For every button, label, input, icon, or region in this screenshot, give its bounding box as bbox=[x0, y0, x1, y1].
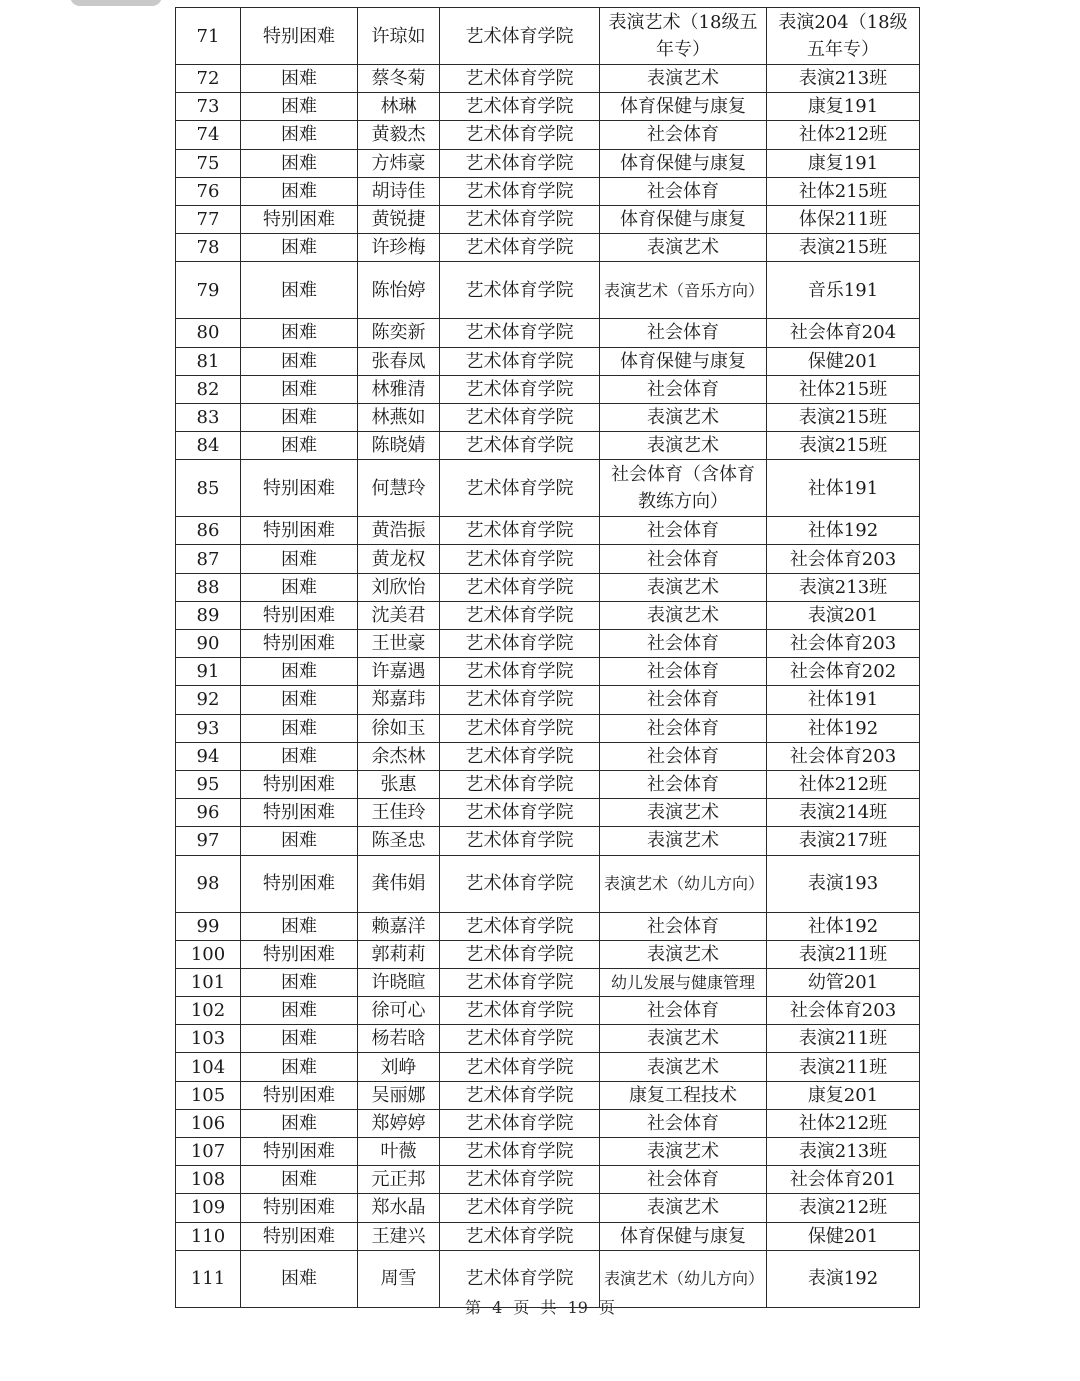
cell-difficulty-level: 困难 bbox=[241, 149, 358, 177]
table-row bbox=[176, 460, 920, 517]
cell-class: 表演193 bbox=[767, 855, 920, 912]
cell-student-name: 徐可心 bbox=[358, 997, 440, 1025]
cell-difficulty-level: 困难 bbox=[241, 545, 358, 573]
cell-student-name: 陈圣忠 bbox=[358, 827, 440, 855]
cell-major: 表演艺术 bbox=[600, 432, 767, 460]
cell-index: 99 bbox=[176, 912, 241, 940]
cell-college: 艺术体育学院 bbox=[440, 827, 600, 855]
cell-student-name: 吴丽娜 bbox=[358, 1081, 440, 1109]
cell-difficulty-level: 特别困难 bbox=[241, 601, 358, 629]
cell-student-name: 郑婷婷 bbox=[358, 1109, 440, 1137]
cell-index: 109 bbox=[176, 1194, 241, 1222]
cell-class: 表演214班 bbox=[767, 799, 920, 827]
cell-student-name: 许琼如 bbox=[358, 8, 440, 65]
table-row bbox=[176, 432, 920, 460]
cell-class: 表演215班 bbox=[767, 432, 920, 460]
cell-student-name: 龚伟娟 bbox=[358, 855, 440, 912]
cell-index: 108 bbox=[176, 1166, 241, 1194]
table-row bbox=[176, 319, 920, 347]
cell-index: 107 bbox=[176, 1138, 241, 1166]
cell-class: 社体215班 bbox=[767, 375, 920, 403]
cell-student-name: 胡诗佳 bbox=[358, 177, 440, 205]
cell-class: 社体191 bbox=[767, 686, 920, 714]
cell-difficulty-level: 困难 bbox=[241, 65, 358, 93]
cell-class: 表演212班 bbox=[767, 1194, 920, 1222]
cell-class: 表演213班 bbox=[767, 1138, 920, 1166]
table-row bbox=[176, 1138, 920, 1166]
cell-index: 82 bbox=[176, 375, 241, 403]
cell-student-name: 郑水晶 bbox=[358, 1194, 440, 1222]
cell-college: 艺术体育学院 bbox=[440, 573, 600, 601]
cell-difficulty-level: 困难 bbox=[241, 432, 358, 460]
footer-total-prefix: 共 bbox=[540, 1298, 557, 1317]
cell-student-name: 陈奕新 bbox=[358, 319, 440, 347]
cell-index: 102 bbox=[176, 997, 241, 1025]
cell-index: 96 bbox=[176, 799, 241, 827]
table-row bbox=[176, 630, 920, 658]
cell-college: 艺术体育学院 bbox=[440, 403, 600, 431]
cell-class: 保健201 bbox=[767, 347, 920, 375]
cell-college: 艺术体育学院 bbox=[440, 1081, 600, 1109]
cell-major: 社会体育 bbox=[600, 375, 767, 403]
cell-index: 90 bbox=[176, 630, 241, 658]
table-row bbox=[176, 262, 920, 319]
cell-college: 艺术体育学院 bbox=[440, 912, 600, 940]
cell-student-name: 林琳 bbox=[358, 93, 440, 121]
cell-college: 艺术体育学院 bbox=[440, 1166, 600, 1194]
cell-student-name: 张惠 bbox=[358, 770, 440, 798]
table-row bbox=[176, 1109, 920, 1137]
cell-student-name: 何慧玲 bbox=[358, 460, 440, 517]
cell-student-name: 余杰林 bbox=[358, 742, 440, 770]
cell-class: 社会体育201 bbox=[767, 1166, 920, 1194]
table-row bbox=[176, 205, 920, 233]
table-row bbox=[176, 517, 920, 545]
cell-student-name: 林燕如 bbox=[358, 403, 440, 431]
table-body bbox=[176, 8, 920, 1308]
cell-class: 表演211班 bbox=[767, 1025, 920, 1053]
cell-class: 社会体育203 bbox=[767, 997, 920, 1025]
cell-index: 85 bbox=[176, 460, 241, 517]
cell-class: 表演211班 bbox=[767, 940, 920, 968]
cell-index: 98 bbox=[176, 855, 241, 912]
footer-total-pages: 19 bbox=[567, 1298, 588, 1317]
table-row bbox=[176, 799, 920, 827]
cell-index: 71 bbox=[176, 8, 241, 65]
footer-page-number: 4 bbox=[492, 1298, 503, 1317]
cell-index: 92 bbox=[176, 686, 241, 714]
cell-difficulty-level: 困难 bbox=[241, 827, 358, 855]
cell-college: 艺术体育学院 bbox=[440, 149, 600, 177]
cell-difficulty-level: 困难 bbox=[241, 93, 358, 121]
cell-index: 80 bbox=[176, 319, 241, 347]
table-row bbox=[176, 65, 920, 93]
cell-major: 体育保健与康复 bbox=[600, 149, 767, 177]
table-row bbox=[176, 742, 920, 770]
table-row bbox=[176, 912, 920, 940]
cell-difficulty-level: 特别困难 bbox=[241, 205, 358, 233]
cell-student-name: 许嘉遇 bbox=[358, 658, 440, 686]
cell-major: 表演艺术（18级五年专） bbox=[600, 8, 767, 65]
table-row bbox=[176, 347, 920, 375]
cell-college: 艺术体育学院 bbox=[440, 1222, 600, 1250]
cell-index: 83 bbox=[176, 403, 241, 431]
cell-college: 艺术体育学院 bbox=[440, 799, 600, 827]
cell-major: 表演艺术 bbox=[600, 940, 767, 968]
cell-major: 表演艺术 bbox=[600, 1138, 767, 1166]
cell-college: 艺术体育学院 bbox=[440, 968, 600, 996]
cell-college: 艺术体育学院 bbox=[440, 545, 600, 573]
cell-difficulty-level: 困难 bbox=[241, 912, 358, 940]
cell-difficulty-level: 特别困难 bbox=[241, 460, 358, 517]
cell-difficulty-level: 困难 bbox=[241, 403, 358, 431]
page-footer bbox=[0, 1295, 1080, 1318]
cell-index: 72 bbox=[176, 65, 241, 93]
cell-difficulty-level: 困难 bbox=[241, 234, 358, 262]
cell-class: 保健201 bbox=[767, 1222, 920, 1250]
footer-prefix: 第 bbox=[464, 1298, 481, 1317]
cell-student-name: 林雅清 bbox=[358, 375, 440, 403]
cell-student-name: 黄锐捷 bbox=[358, 205, 440, 233]
cell-class: 社体191 bbox=[767, 460, 920, 517]
cell-college: 艺术体育学院 bbox=[440, 1250, 600, 1307]
table-row bbox=[176, 8, 920, 65]
cell-difficulty-level: 困难 bbox=[241, 1053, 358, 1081]
cell-index: 86 bbox=[176, 517, 241, 545]
table-row bbox=[176, 686, 920, 714]
cell-student-name: 郭莉莉 bbox=[358, 940, 440, 968]
cell-college: 艺术体育学院 bbox=[440, 1025, 600, 1053]
cell-student-name: 周雪 bbox=[358, 1250, 440, 1307]
cell-major: 社会体育 bbox=[600, 1166, 767, 1194]
table-row bbox=[176, 1166, 920, 1194]
cell-student-name: 张春凤 bbox=[358, 347, 440, 375]
cell-difficulty-level: 特别困难 bbox=[241, 799, 358, 827]
cell-major: 体育保健与康复 bbox=[600, 1222, 767, 1250]
cell-difficulty-level: 特别困难 bbox=[241, 770, 358, 798]
table-row bbox=[176, 714, 920, 742]
cell-college: 艺术体育学院 bbox=[440, 460, 600, 517]
cell-class: 社体192 bbox=[767, 517, 920, 545]
cell-difficulty-level: 困难 bbox=[241, 262, 358, 319]
cell-major: 表演艺术 bbox=[600, 1053, 767, 1081]
cell-college: 艺术体育学院 bbox=[440, 205, 600, 233]
cell-college: 艺术体育学院 bbox=[440, 432, 600, 460]
table-row bbox=[176, 573, 920, 601]
cell-class: 社会体育202 bbox=[767, 658, 920, 686]
cell-index: 91 bbox=[176, 658, 241, 686]
cell-difficulty-level: 特别困难 bbox=[241, 1138, 358, 1166]
cell-college: 艺术体育学院 bbox=[440, 742, 600, 770]
footer-page-unit: 页 bbox=[513, 1298, 530, 1317]
cell-difficulty-level: 困难 bbox=[241, 1166, 358, 1194]
cell-major: 表演艺术 bbox=[600, 601, 767, 629]
cell-class: 社体215班 bbox=[767, 177, 920, 205]
cell-index: 84 bbox=[176, 432, 241, 460]
cell-major: 表演艺术 bbox=[600, 827, 767, 855]
cell-college: 艺术体育学院 bbox=[440, 319, 600, 347]
cell-student-name: 许晓暄 bbox=[358, 968, 440, 996]
cell-difficulty-level: 困难 bbox=[241, 347, 358, 375]
table-row bbox=[176, 827, 920, 855]
cell-difficulty-level: 困难 bbox=[241, 1025, 358, 1053]
cell-college: 艺术体育学院 bbox=[440, 855, 600, 912]
cell-class: 表演217班 bbox=[767, 827, 920, 855]
cell-index: 104 bbox=[176, 1053, 241, 1081]
cell-difficulty-level: 困难 bbox=[241, 658, 358, 686]
table-row bbox=[176, 403, 920, 431]
top-edge-tab bbox=[70, 0, 162, 6]
table-row bbox=[176, 121, 920, 149]
cell-student-name: 沈美君 bbox=[358, 601, 440, 629]
cell-student-name: 叶薇 bbox=[358, 1138, 440, 1166]
cell-difficulty-level: 困难 bbox=[241, 177, 358, 205]
cell-difficulty-level: 困难 bbox=[241, 968, 358, 996]
cell-major: 表演艺术 bbox=[600, 234, 767, 262]
cell-major: 表演艺术 bbox=[600, 403, 767, 431]
cell-college: 艺术体育学院 bbox=[440, 121, 600, 149]
cell-class: 体保211班 bbox=[767, 205, 920, 233]
table-row bbox=[176, 658, 920, 686]
table-row bbox=[176, 601, 920, 629]
cell-student-name: 王世豪 bbox=[358, 630, 440, 658]
table-row bbox=[176, 855, 920, 912]
cell-class: 表演213班 bbox=[767, 573, 920, 601]
footer-total-unit: 页 bbox=[599, 1298, 616, 1317]
cell-college: 艺术体育学院 bbox=[440, 177, 600, 205]
cell-index: 73 bbox=[176, 93, 241, 121]
cell-major: 表演艺术 bbox=[600, 1025, 767, 1053]
cell-difficulty-level: 特别困难 bbox=[241, 1081, 358, 1109]
cell-index: 78 bbox=[176, 234, 241, 262]
cell-major: 社会体育 bbox=[600, 630, 767, 658]
cell-index: 103 bbox=[176, 1025, 241, 1053]
cell-student-name: 王建兴 bbox=[358, 1222, 440, 1250]
cell-class: 表演211班 bbox=[767, 1053, 920, 1081]
cell-major: 幼儿发展与健康管理 bbox=[600, 968, 767, 996]
cell-major: 社会体育 bbox=[600, 1109, 767, 1137]
cell-major: 表演艺术 bbox=[600, 799, 767, 827]
cell-difficulty-level: 特别困难 bbox=[241, 1222, 358, 1250]
cell-index: 81 bbox=[176, 347, 241, 375]
cell-class: 社体212班 bbox=[767, 1109, 920, 1137]
cell-student-name: 徐如玉 bbox=[358, 714, 440, 742]
cell-college: 艺术体育学院 bbox=[440, 8, 600, 65]
cell-major: 社会体育 bbox=[600, 686, 767, 714]
table-row bbox=[176, 149, 920, 177]
cell-college: 艺术体育学院 bbox=[440, 347, 600, 375]
cell-college: 艺术体育学院 bbox=[440, 65, 600, 93]
cell-class: 表演213班 bbox=[767, 65, 920, 93]
cell-college: 艺术体育学院 bbox=[440, 686, 600, 714]
table-row bbox=[176, 1053, 920, 1081]
cell-index: 88 bbox=[176, 573, 241, 601]
cell-major: 社会体育 bbox=[600, 177, 767, 205]
cell-college: 艺术体育学院 bbox=[440, 940, 600, 968]
cell-college: 艺术体育学院 bbox=[440, 375, 600, 403]
cell-index: 74 bbox=[176, 121, 241, 149]
cell-index: 101 bbox=[176, 968, 241, 996]
cell-difficulty-level: 困难 bbox=[241, 375, 358, 403]
cell-college: 艺术体育学院 bbox=[440, 93, 600, 121]
cell-index: 94 bbox=[176, 742, 241, 770]
cell-major: 表演艺术 bbox=[600, 65, 767, 93]
cell-index: 100 bbox=[176, 940, 241, 968]
cell-major: 社会体育 bbox=[600, 545, 767, 573]
cell-class: 康复201 bbox=[767, 1081, 920, 1109]
cell-student-name: 杨若晗 bbox=[358, 1025, 440, 1053]
cell-difficulty-level: 特别困难 bbox=[241, 855, 358, 912]
cell-major: 体育保健与康复 bbox=[600, 93, 767, 121]
cell-student-name: 陈晓婧 bbox=[358, 432, 440, 460]
cell-index: 95 bbox=[176, 770, 241, 798]
cell-difficulty-level: 特别困难 bbox=[241, 940, 358, 968]
cell-class: 社体212班 bbox=[767, 121, 920, 149]
cell-index: 77 bbox=[176, 205, 241, 233]
cell-major: 体育保健与康复 bbox=[600, 347, 767, 375]
cell-difficulty-level: 困难 bbox=[241, 121, 358, 149]
cell-major: 表演艺术（幼儿方向） bbox=[600, 1250, 767, 1307]
cell-college: 艺术体育学院 bbox=[440, 1138, 600, 1166]
table-row bbox=[176, 1222, 920, 1250]
table-row bbox=[176, 997, 920, 1025]
cell-class: 康复191 bbox=[767, 93, 920, 121]
cell-index: 97 bbox=[176, 827, 241, 855]
cell-difficulty-level: 困难 bbox=[241, 997, 358, 1025]
cell-major: 表演艺术 bbox=[600, 1194, 767, 1222]
cell-student-name: 元正邦 bbox=[358, 1166, 440, 1194]
cell-major: 社会体育 bbox=[600, 742, 767, 770]
cell-student-name: 黄浩振 bbox=[358, 517, 440, 545]
table-row bbox=[176, 545, 920, 573]
cell-college: 艺术体育学院 bbox=[440, 517, 600, 545]
cell-major: 社会体育 bbox=[600, 714, 767, 742]
table-row bbox=[176, 1194, 920, 1222]
cell-index: 87 bbox=[176, 545, 241, 573]
table-row bbox=[176, 93, 920, 121]
cell-student-name: 陈怡婷 bbox=[358, 262, 440, 319]
cell-difficulty-level: 困难 bbox=[241, 742, 358, 770]
cell-college: 艺术体育学院 bbox=[440, 1109, 600, 1137]
table-row bbox=[176, 1025, 920, 1053]
cell-class: 表演204（18级五年专） bbox=[767, 8, 920, 65]
cell-college: 艺术体育学院 bbox=[440, 997, 600, 1025]
cell-major: 表演艺术（音乐方向） bbox=[600, 262, 767, 319]
cell-major: 表演艺术（幼儿方向） bbox=[600, 855, 767, 912]
cell-major: 社会体育 bbox=[600, 912, 767, 940]
cell-class: 表演215班 bbox=[767, 403, 920, 431]
table-row bbox=[176, 1081, 920, 1109]
table-row bbox=[176, 968, 920, 996]
cell-class: 音乐191 bbox=[767, 262, 920, 319]
cell-major: 社会体育 bbox=[600, 517, 767, 545]
cell-student-name: 刘峥 bbox=[358, 1053, 440, 1081]
cell-student-name: 刘欣怡 bbox=[358, 573, 440, 601]
cell-college: 艺术体育学院 bbox=[440, 770, 600, 798]
cell-student-name: 方炜豪 bbox=[358, 149, 440, 177]
cell-difficulty-level: 困难 bbox=[241, 1250, 358, 1307]
cell-difficulty-level: 特别困难 bbox=[241, 517, 358, 545]
cell-index: 105 bbox=[176, 1081, 241, 1109]
table-row bbox=[176, 177, 920, 205]
table-row bbox=[176, 234, 920, 262]
cell-college: 艺术体育学院 bbox=[440, 1194, 600, 1222]
cell-class: 社体212班 bbox=[767, 770, 920, 798]
cell-difficulty-level: 特别困难 bbox=[241, 1194, 358, 1222]
cell-class: 表演192 bbox=[767, 1250, 920, 1307]
cell-major: 社会体育 bbox=[600, 997, 767, 1025]
cell-class: 社会体育204 bbox=[767, 319, 920, 347]
cell-difficulty-level: 困难 bbox=[241, 319, 358, 347]
cell-major: 社会体育 bbox=[600, 319, 767, 347]
table-row bbox=[176, 940, 920, 968]
cell-class: 社会体育203 bbox=[767, 742, 920, 770]
cell-index: 89 bbox=[176, 601, 241, 629]
cell-student-name: 郑嘉玮 bbox=[358, 686, 440, 714]
cell-index: 93 bbox=[176, 714, 241, 742]
cell-class: 社会体育203 bbox=[767, 545, 920, 573]
table-row bbox=[176, 770, 920, 798]
cell-difficulty-level: 困难 bbox=[241, 714, 358, 742]
cell-index: 110 bbox=[176, 1222, 241, 1250]
cell-index: 76 bbox=[176, 177, 241, 205]
cell-student-name: 王佳玲 bbox=[358, 799, 440, 827]
cell-major: 表演艺术 bbox=[600, 573, 767, 601]
cell-major: 体育保健与康复 bbox=[600, 205, 767, 233]
cell-class: 社体192 bbox=[767, 714, 920, 742]
cell-difficulty-level: 困难 bbox=[241, 1109, 358, 1137]
cell-college: 艺术体育学院 bbox=[440, 601, 600, 629]
cell-index: 75 bbox=[176, 149, 241, 177]
student-roster-table bbox=[175, 7, 920, 1308]
cell-difficulty-level: 特别困难 bbox=[241, 8, 358, 65]
cell-student-name: 赖嘉洋 bbox=[358, 912, 440, 940]
cell-class: 表演201 bbox=[767, 601, 920, 629]
cell-college: 艺术体育学院 bbox=[440, 630, 600, 658]
cell-index: 111 bbox=[176, 1250, 241, 1307]
cell-difficulty-level: 特别困难 bbox=[241, 630, 358, 658]
cell-class: 幼管201 bbox=[767, 968, 920, 996]
cell-student-name: 黄龙权 bbox=[358, 545, 440, 573]
cell-difficulty-level: 困难 bbox=[241, 686, 358, 714]
cell-college: 艺术体育学院 bbox=[440, 234, 600, 262]
cell-college: 艺术体育学院 bbox=[440, 1053, 600, 1081]
cell-major: 康复工程技术 bbox=[600, 1081, 767, 1109]
cell-index: 79 bbox=[176, 262, 241, 319]
cell-class: 社会体育203 bbox=[767, 630, 920, 658]
cell-class: 表演215班 bbox=[767, 234, 920, 262]
cell-student-name: 黄毅杰 bbox=[358, 121, 440, 149]
cell-college: 艺术体育学院 bbox=[440, 658, 600, 686]
cell-student-name: 蔡冬菊 bbox=[358, 65, 440, 93]
cell-student-name: 许珍梅 bbox=[358, 234, 440, 262]
table-row bbox=[176, 375, 920, 403]
cell-major: 社会体育（含体育教练方向） bbox=[600, 460, 767, 517]
cell-major: 社会体育 bbox=[600, 658, 767, 686]
cell-college: 艺术体育学院 bbox=[440, 714, 600, 742]
cell-index: 106 bbox=[176, 1109, 241, 1137]
cell-major: 社会体育 bbox=[600, 770, 767, 798]
cell-class: 社体192 bbox=[767, 912, 920, 940]
cell-difficulty-level: 困难 bbox=[241, 573, 358, 601]
cell-class: 康复191 bbox=[767, 149, 920, 177]
cell-major: 社会体育 bbox=[600, 121, 767, 149]
cell-college: 艺术体育学院 bbox=[440, 262, 600, 319]
